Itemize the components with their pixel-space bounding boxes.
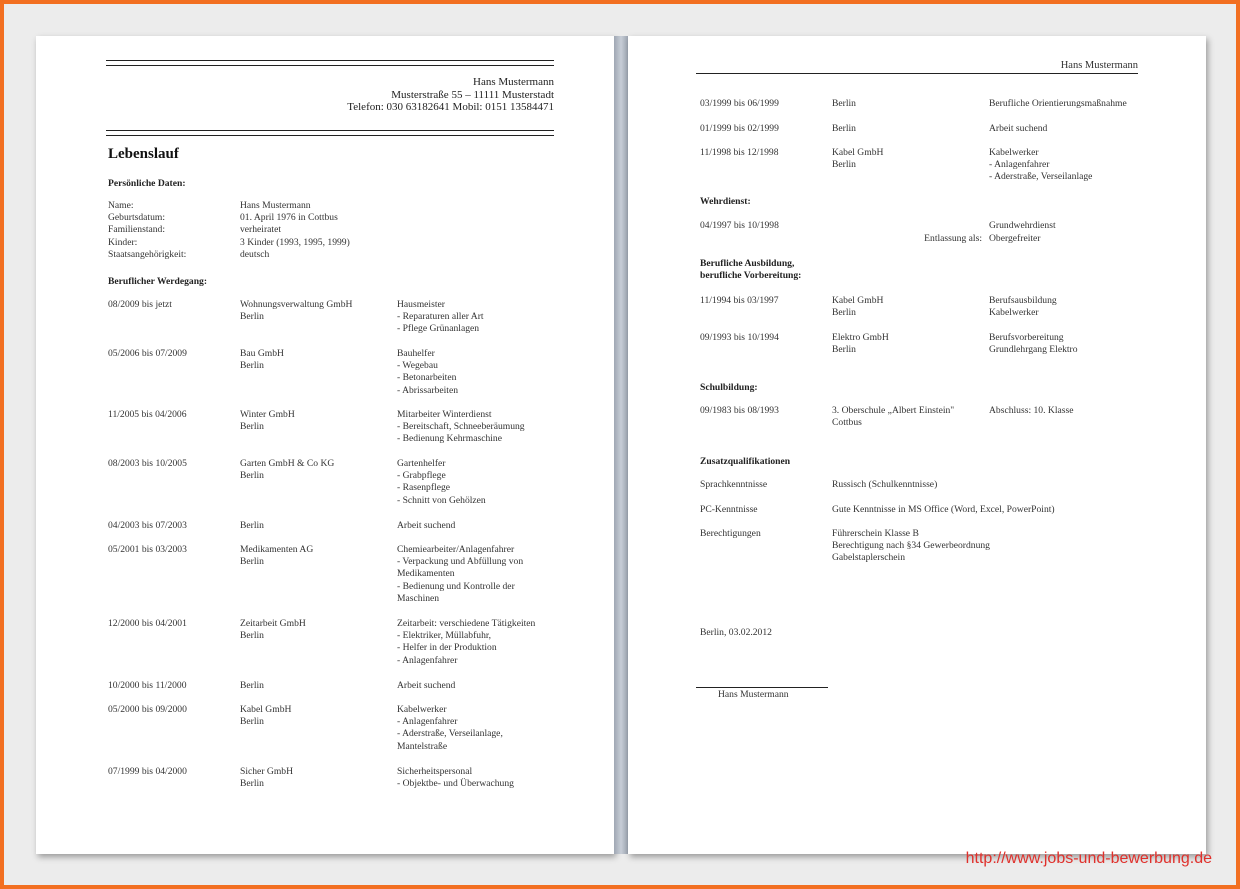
entry-period: 05/2001 bis 03/2003 — [108, 544, 187, 555]
employer-line: Berlin — [240, 311, 264, 323]
employer-line: Berlin — [240, 470, 264, 482]
entry-employer — [240, 299, 352, 323]
entry-employer — [240, 680, 264, 692]
entry-period: 11/1994 bis 03/1997 — [700, 295, 779, 306]
entry-role — [989, 98, 1127, 110]
page2-header-rule — [696, 73, 1138, 74]
role-line: Sicherheitspersonal — [397, 766, 473, 777]
role-line: - Anlagenfahrer — [397, 654, 458, 666]
entry-period: 05/2006 bis 07/2009 — [108, 348, 187, 359]
role-line: - Aderstraße, Verseilanlage, — [397, 728, 503, 740]
entry-period: 10/2000 bis 11/2000 — [108, 680, 187, 691]
training-heading — [700, 258, 801, 282]
header-top-rule — [106, 60, 554, 66]
entry-role — [989, 123, 1047, 135]
role-line: - Rasenpflege — [397, 482, 451, 494]
employer-line: Berlin — [240, 630, 264, 642]
employer-line: Kabel GmbH — [832, 147, 884, 158]
role-line: - Objektbe- und Überwachung — [397, 778, 514, 790]
entry-employer — [240, 544, 313, 568]
entry-role — [397, 299, 484, 336]
extra-value-line: Gabelstaplerschein — [832, 552, 905, 564]
role-line: - Aderstraße, Verseilanlage — [989, 171, 1093, 183]
personal-value: 01. April 1976 in Cottbus — [240, 212, 338, 224]
employer-line: Kabel GmbH — [240, 704, 292, 715]
entry-employer — [240, 520, 264, 532]
role-line: - Verpackung und Abfüllung von — [397, 556, 524, 568]
extra-label: Berechtigungen — [700, 528, 761, 539]
entry-role — [989, 295, 1057, 319]
military-discharge-label: Entlassung als: — [924, 233, 982, 244]
personal-label: Kinder: — [108, 236, 138, 248]
entry-employer — [240, 348, 284, 372]
entry-period: 11/2005 bis 04/2006 — [108, 409, 187, 420]
military-role: Grundwehrdienst — [989, 220, 1056, 231]
entry-role — [397, 544, 523, 605]
employer-line: Bau GmbH — [240, 348, 284, 359]
role-line: Chemiearbeiter/Anlagenfahrer — [397, 544, 515, 555]
role-line: - Grabpflege — [397, 470, 446, 482]
entry-role — [397, 520, 455, 532]
role-line: - Abrissarbeiten — [397, 384, 459, 396]
header-name: Hans Mustermann — [473, 76, 554, 88]
extra-value-line: Gute Kenntnisse in MS Office (Word, Excel, PowerPoint) — [832, 504, 1055, 515]
entry-period: 12/2000 bis 04/2001 — [108, 618, 187, 629]
personal-label: Name: — [108, 200, 134, 211]
entry-employer — [832, 123, 856, 135]
role-line: Arbeit suchend — [397, 520, 456, 531]
extra-label: PC-Kenntnisse — [700, 504, 758, 515]
career-heading: Beruflicher Werdegang: — [108, 276, 208, 287]
entry-period: 04/2003 bis 07/2003 — [108, 520, 187, 531]
personal-label: Staatsangehörigkeit: — [108, 248, 187, 260]
entry-role — [989, 147, 1092, 184]
role-line: - Elektriker, Müllabfuhr, — [397, 630, 492, 642]
extra-value-line: Führerschein Klasse B — [832, 528, 919, 539]
employer-line: Garten GmbH & Co KG — [240, 458, 335, 469]
personal-value: verheiratet — [240, 224, 282, 236]
entry-employer — [832, 147, 883, 171]
role-line: Gartenhelfer — [397, 458, 446, 469]
personal-label: Geburtsdatum: — [108, 212, 166, 224]
employer-line: Berlin — [240, 520, 264, 531]
entry-role — [397, 458, 486, 507]
role-line: Kabelwerker — [397, 704, 447, 715]
employer-line: Kabel GmbH — [832, 295, 884, 306]
employer-line: Berlin — [240, 360, 264, 372]
role-line: Kabelwerker — [989, 307, 1039, 319]
employer-line: Winter GmbH — [240, 409, 295, 420]
role-line: Medikamenten — [397, 568, 455, 580]
employer-line: Berlin — [240, 778, 264, 790]
page2-header-name: Hans Mustermann — [1060, 60, 1138, 71]
entry-role — [397, 618, 535, 667]
entry-role — [397, 348, 458, 397]
personal-heading: Persönliche Daten: — [108, 178, 186, 189]
role-line: - Betonarbeiten — [397, 372, 457, 384]
role-line: - Schnitt von Gehölzen — [397, 494, 486, 506]
role-line: - Pflege Grünanlagen — [397, 323, 480, 335]
training-heading-line-2: berufliche Vorbereitung: — [700, 270, 802, 281]
header-address: Musterstraße 55 – 11111 Musterstadt — [391, 88, 554, 101]
watermark-url[interactable]: http://www.jobs-und-bewerbung.de — [965, 850, 1212, 867]
employer-line: Berlin — [832, 98, 856, 109]
employer-line: Zeitarbeit GmbH — [240, 618, 306, 629]
entry-employer — [832, 332, 889, 356]
entry-role — [989, 332, 1078, 356]
military-period: 04/1997 bis 10/1998 — [700, 220, 779, 231]
header-phone: Telefon: 030 63182641 Mobil: 0151 13584471 — [347, 101, 554, 113]
training-heading-line-1: Berufliche Ausbildung, — [700, 258, 795, 269]
role-line: Arbeit suchend — [989, 123, 1048, 134]
entry-period: 05/2000 bis 09/2000 — [108, 704, 187, 715]
entry-period: 11/1998 bis 12/1998 — [700, 147, 779, 158]
personal-value: deutsch — [240, 248, 270, 260]
employer-line: Berlin — [832, 159, 856, 171]
entry-period: 09/1993 bis 10/1994 — [700, 332, 779, 343]
extra-heading: Zusatzqualifikationen — [700, 456, 791, 467]
role-line: Bauhelfer — [397, 348, 435, 359]
employer-line: Berlin — [240, 556, 264, 568]
role-line: - Bedienung Kehrmaschine — [397, 433, 502, 445]
role-line: Arbeit suchend — [397, 680, 456, 691]
personal-value: Hans Mustermann — [240, 200, 311, 211]
employer-line: Medikamenten AG — [240, 544, 314, 555]
entry-period: 07/1999 bis 04/2000 — [108, 766, 187, 777]
school-period: 09/1983 bis 08/1993 — [700, 405, 779, 416]
page-1 — [36, 36, 614, 854]
entry-employer — [240, 704, 291, 728]
role-line: - Bereitschaft, Schneeberäumung — [397, 421, 525, 433]
personal-label: Familienstand: — [108, 224, 166, 236]
role-line: - Reparaturen aller Art — [397, 311, 484, 323]
header-contact — [347, 76, 554, 114]
signature-line — [696, 687, 828, 688]
personal-value: 3 Kinder (1993, 1995, 1999) — [240, 236, 350, 248]
entry-employer — [240, 458, 334, 482]
entry-period: 08/2003 bis 10/2005 — [108, 458, 187, 469]
employer-line: Berlin — [832, 123, 856, 134]
entry-employer — [240, 409, 295, 433]
entry-role — [397, 409, 525, 446]
entry-period: 01/1999 bis 02/1999 — [700, 123, 779, 134]
place-date: Berlin, 03.02.2012 — [700, 627, 772, 638]
role-line: Berufsvorbereitung — [989, 332, 1064, 343]
employer-line: Berlin — [240, 680, 264, 691]
employer-line: Berlin — [832, 307, 856, 319]
role-line: Grundlehrgang Elektro — [989, 344, 1078, 356]
page-2 — [628, 36, 1206, 854]
document-title: Lebenslauf — [108, 146, 179, 162]
entry-employer — [832, 98, 856, 110]
role-line: Hausmeister — [397, 299, 445, 310]
role-line: - Anlagenfahrer — [397, 716, 458, 728]
entry-employer — [240, 766, 293, 790]
military-discharge-value: Obergefreiter — [989, 233, 1041, 244]
employer-line: Sicher GmbH — [240, 766, 294, 777]
extra-value-line: Berechtigung nach §34 Gewerbeordnung — [832, 540, 990, 552]
signature-name: Hans Mustermann — [718, 689, 789, 700]
role-line: Maschinen — [397, 592, 440, 604]
school-name-line: 3. Oberschule „Albert Einstein" — [832, 405, 955, 416]
school-name — [832, 405, 954, 429]
role-line: - Anlagenfahrer — [989, 159, 1050, 171]
school-heading: Schulbildung: — [700, 382, 758, 393]
role-line: - Wegebau — [397, 360, 438, 372]
role-line: Berufsausbildung — [989, 295, 1057, 306]
entry-role — [397, 680, 455, 692]
extra-value — [832, 504, 1055, 516]
extra-value — [832, 528, 990, 565]
role-line: Berufliche Orientierungsmaßnahme — [989, 98, 1127, 109]
role-line: - Helfer in der Produktion — [397, 642, 497, 654]
role-line: - Bedienung und Kontrolle der — [397, 580, 515, 592]
school-degree: Abschluss: 10. Klasse — [989, 405, 1074, 416]
employer-line: Berlin — [240, 716, 264, 728]
entry-period: 03/1999 bis 06/1999 — [700, 98, 779, 109]
entry-role — [397, 766, 514, 790]
employer-line: Elektro GmbH — [832, 332, 889, 343]
role-line: Kabelwerker — [989, 147, 1039, 158]
page-gutter — [614, 36, 628, 854]
extra-value — [832, 479, 937, 491]
employer-line: Berlin — [832, 344, 856, 356]
employer-line: Berlin — [240, 421, 264, 433]
role-line: Zeitarbeit: verschiedene Tätigkeiten — [397, 618, 536, 629]
role-line: Mitarbeiter Winterdienst — [397, 409, 492, 420]
employer-line: Wohnungsverwaltung GmbH — [240, 299, 353, 310]
extra-label: Sprachkenntnisse — [700, 479, 768, 490]
role-line: Mantelstraße — [397, 740, 448, 752]
entry-employer — [240, 618, 306, 642]
school-city-line: Cottbus — [832, 417, 862, 429]
header-bottom-rule — [106, 130, 554, 136]
entry-employer — [832, 295, 883, 319]
military-heading: Wehrdienst: — [700, 196, 751, 207]
extra-value-line: Russisch (Schulkenntnisse) — [832, 479, 938, 490]
entry-period: 08/2009 bis jetzt — [108, 299, 172, 310]
entry-role — [397, 704, 503, 753]
